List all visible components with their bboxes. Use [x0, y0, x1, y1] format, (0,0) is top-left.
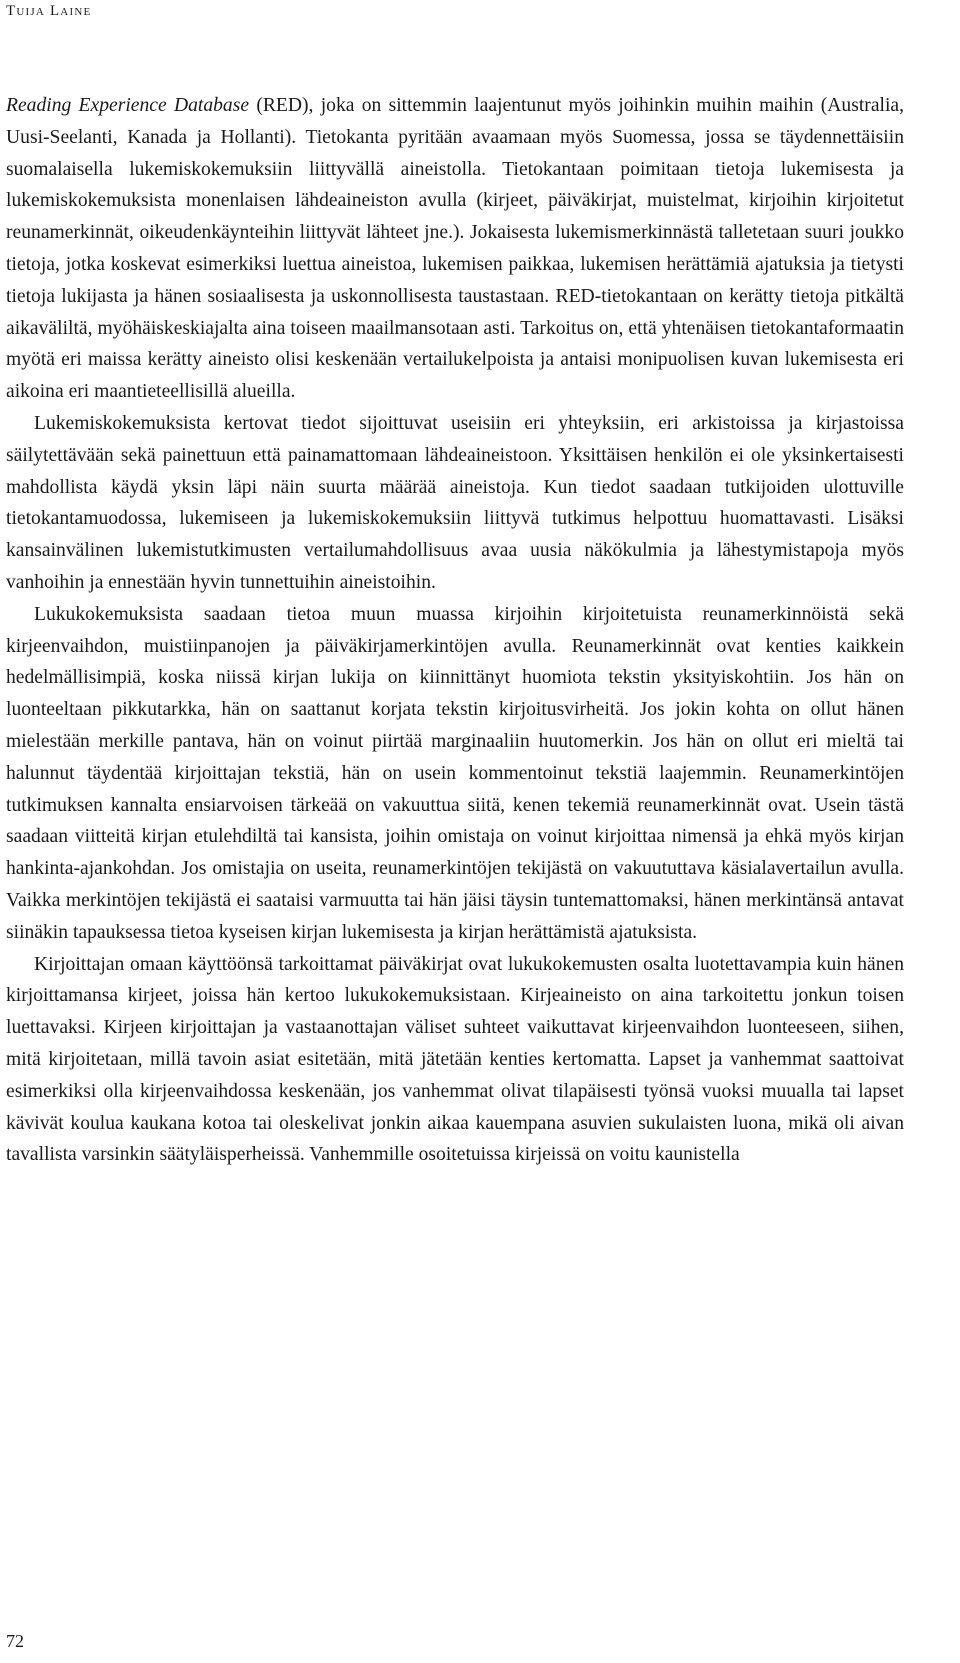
running-head: Tuija Laine: [6, 3, 92, 19]
page-number: 72: [6, 1631, 24, 1651]
paragraph-2: Lukemiskokemuksista kertovat tiedot sijoittuvat useisiin eri yhteyksiin, eri arkistoissa ja kirjastoissa säilytettävään sekä painettuun että painamattomaan lähdeaineistoon. Yksittäisen henkilön ei ole yksinkertaisesti mahdollista käydä yksin läpi näin suurta määrää aineistoja. Kun tiedot saadaan tutkijoiden ulottuville tietokantamuodossa, lukemiseen ja lukemiskokemuksiin liittyvä tutkimus helpottuu huomattavasti. Lisäksi kansainvälinen lukemistutkimusten vertailumahdollisuus avaa uusia näkökulmia ja lähestymistapoja myös vanhoihin ja ennestään hyvin tunnettuihin aineistoihin.: [6, 412, 904, 593]
paragraph-1-text: (RED), joka on sittemmin laajentunut myös joihinkin muihin maihin (Australia, Uusi-Seelanti, Kanada ja Hollanti). Tietokanta pyritään avaamaan myös Suomessa, jossa se täydennettäisiin suomalaisella lukemiskokemuksiin liittyvällä aineistolla. Tietokantaan poimitaan tietoja lukemisesta ja lukemiskokemuksista monenlaisen lähdeaineiston avulla (kirjeet, päiväkirjat, muistelmat, kirjoihin kirjoitetut reunamerkinnät, oikeudenkäynteihin liittyvät lähteet jne.). Jokaisesta lukemismerkinnästä talletetaan suuri joukko tietoja, jotka koskevat esimerkiksi luettua aineistoa, lukemisen paikkaa, lukemisen herättämiä ajatuksia ja tietysti tietoja lukijasta ja hänen sosiaalisesta ja uskonnollisesta taustastaan. RED-tietokantaan on kerätty tietoja pitkältä aikaväliltä, myöhäiskeskiajalta aina toiseen maailmansotaan asti. Tarkoitus on, että yhtenäisen tietokantaformaatin myötä eri maissa kerätty aineisto olisi keskenään vertailukelpoista ja antaisi monipuolisen kuvan lukemisesta eri aikoina eri maantieteellisillä alueilla.: [6, 95, 904, 403]
paragraph-1-italic-title: Reading Experience Database: [6, 95, 250, 116]
paragraph-1: [6, 90, 904, 408]
body-text: [6, 90, 904, 1171]
paragraph-4: Kirjoittajan omaan käyttöönsä tarkoittamat päiväkirjat ovat lukukokemusten osalta luotettavampia kuin hänen kirjoittamansa kirjeet, joissa hän kertoo lukukokemuksistaan. Kirjeaineisto on aina tarkoitettu jonkun toisen luettavaksi. Kirjeen kirjoittajan ja vastaanottajan väliset suhteet vaikuttavat kirjeenvaihdon luonteeseen, siihen, mitä kirjoitetaan, millä tavoin asiat esitetään, mitä jätetään kenties kertomatta. Lapset ja vanhemmat saattoivat esimerkiksi olla kirjeenvaihdossa keskenään, jos vanhemmat olivat tilapäisesti työnsä vuoksi muualla tai lapset kävivät koulua kaukana kotoa tai oleskelivat jonkin aikaa kauempana asuvien sukulaisten luona, mikä oli aivan tavallista varsinkin säätyläisperheissä. Vanhemmille osoitetuissa kirjeissä on voitu kaunistella: [6, 953, 904, 1166]
paragraph-3: Lukukokemuksista saadaan tietoa muun muassa kirjoihin kirjoitetuista reunamerkinnöistä sekä kirjeenvaihdon, muistiinpanojen ja päiväkirjamerkintöjen avulla. Reunamerkinnät ovat kenties kaikkein hedelmällisimpiä, koska niissä kirjan lukija on kiinnittänyt huomiota tekstin yksityiskohtiin. Jos hän on luonteeltaan pikkutarkka, hän on saattanut korjata tekstin kirjoitusvirheitä. Jos jokin kohta on ollut hänen mielestään merkille pantava, hän on voinut piirtää marginaaliin huutomerkin. Jos hän on ollut eri mieltä tai halunnut täydentää kirjoittajan tekstiä, hän on usein kommentoinut tekstiä laajemmin. Reunamerkintöjen tutkimuksen kannalta ensiarvoisen tärkeää on vakuuttua siitä, kenen tekemiä reunamerkinnät ovat. Usein tästä saadaan viitteitä kirjan etulehdiltä tai kansista, joihin omistaja on voinut kirjoittaa nimensä ja ehkä myös kirjan hankinta-ajankohdan. Jos omistajia on useita, reunamerkintöjen tekijästä on vakuututtava käsialavertailun avulla. Vaikka merkintöjen tekijästä ei saataisi varmuutta tai hän jäisi täysin tuntemattomaksi, hänen merkintänsä antavat siinäkin tapauksessa tietoa kyseisen kirjan lukemisesta ja kirjan herättämistä ajatuksista.: [6, 603, 904, 943]
